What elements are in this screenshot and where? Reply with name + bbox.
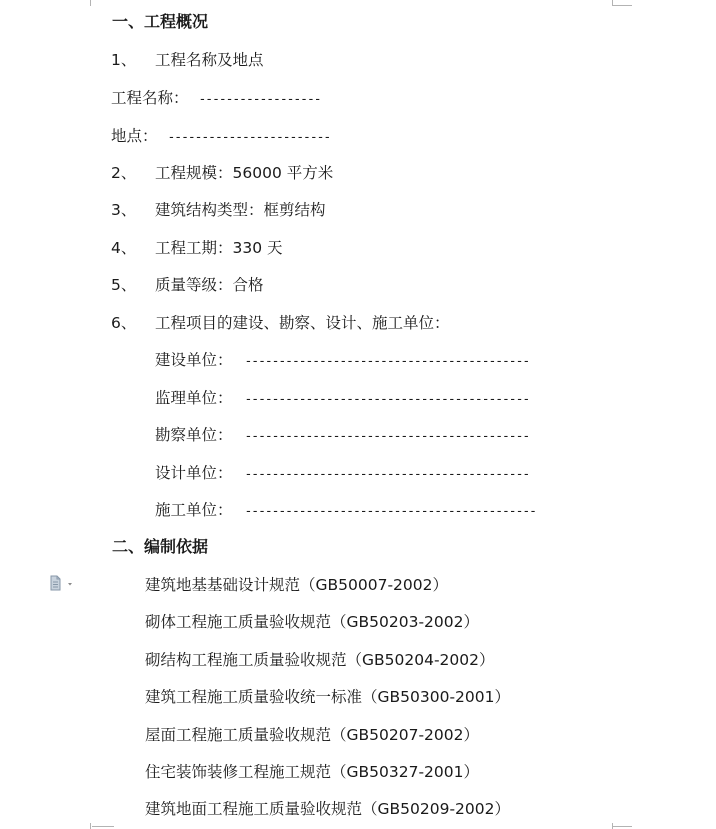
item-number: 1、: [111, 51, 137, 69]
item-text: 建筑结构类型：框剪结构: [155, 201, 326, 219]
unit-label: 施工单位：: [155, 501, 233, 519]
item-text: 工程工期：330 天: [155, 239, 283, 257]
standard-item: 建筑地面工程施工质量验收规范（GB50209-2002）: [145, 800, 510, 818]
unit-label: 建设单位：: [155, 351, 233, 369]
item-number: 2、: [111, 164, 137, 182]
document-dropdown-icon[interactable]: [50, 575, 74, 591]
item-text: 工程名称及地点: [155, 51, 264, 69]
project-name-label: 工程名称：: [111, 89, 189, 107]
list-item: [111, 274, 264, 296]
list-item: [111, 49, 264, 71]
standard-item: 住宅装饰装修工程施工规范（GB50327-2001）: [145, 763, 479, 781]
unit-row: [155, 462, 529, 486]
standard-item: 砌体工程施工质量验收规范（GB50203-2002）: [145, 613, 479, 631]
list-item: [111, 199, 326, 221]
unit-row: [155, 387, 529, 411]
section-heading-overview: 一、工程概况: [112, 12, 209, 31]
page-corner-mark: [90, 0, 91, 6]
page-corner-mark: [612, 826, 632, 827]
page-corner-mark: [90, 823, 91, 829]
item-number: 6、: [111, 314, 137, 332]
unit-label: 勘察单位：: [155, 426, 233, 444]
project-name-blank: ------------------: [198, 92, 321, 107]
standard-item: 砌结构工程施工质量验收规范（GB50204-2002）: [145, 651, 495, 669]
list-item: [111, 237, 283, 259]
unit-blank: -------------------------------------------: [244, 504, 536, 519]
section-heading-basis: 二、编制依据: [112, 537, 209, 556]
page-corner-mark: [92, 826, 114, 827]
unit-label: 设计单位：: [155, 464, 233, 482]
unit-blank: ------------------------------------------: [244, 429, 530, 444]
list-item: [111, 162, 333, 184]
project-name-row: [111, 87, 321, 111]
item-number: 3、: [111, 201, 137, 219]
list-item: [111, 312, 450, 334]
item-text: 质量等级：合格: [155, 276, 264, 294]
location-row: [111, 125, 330, 149]
standard-item: 屋面工程施工质量验收规范（GB50207-2002）: [145, 726, 479, 744]
item-text: 工程规模：56000 平方米: [155, 164, 334, 182]
item-number: 4、: [111, 239, 137, 257]
unit-blank: ------------------------------------------: [244, 354, 530, 369]
unit-row: [155, 424, 529, 448]
unit-blank: ------------------------------------------: [244, 392, 530, 407]
unit-row: [155, 499, 536, 523]
location-blank: ------------------------: [167, 130, 331, 145]
standard-item: 建筑工程施工质量验收统一标准（GB50300-2001）: [145, 688, 510, 706]
item-number: 5、: [111, 276, 137, 294]
location-label: 地点：: [111, 127, 158, 145]
unit-blank: ------------------------------------------: [244, 467, 530, 482]
standard-item: 建筑地基基础设计规范（GB50007-2002）: [145, 576, 448, 594]
item-text: 工程项目的建设、勘察、设计、施工单位：: [155, 314, 450, 332]
unit-label: 监理单位：: [155, 389, 233, 407]
page-corner-mark: [612, 5, 632, 6]
unit-row: [155, 349, 529, 373]
